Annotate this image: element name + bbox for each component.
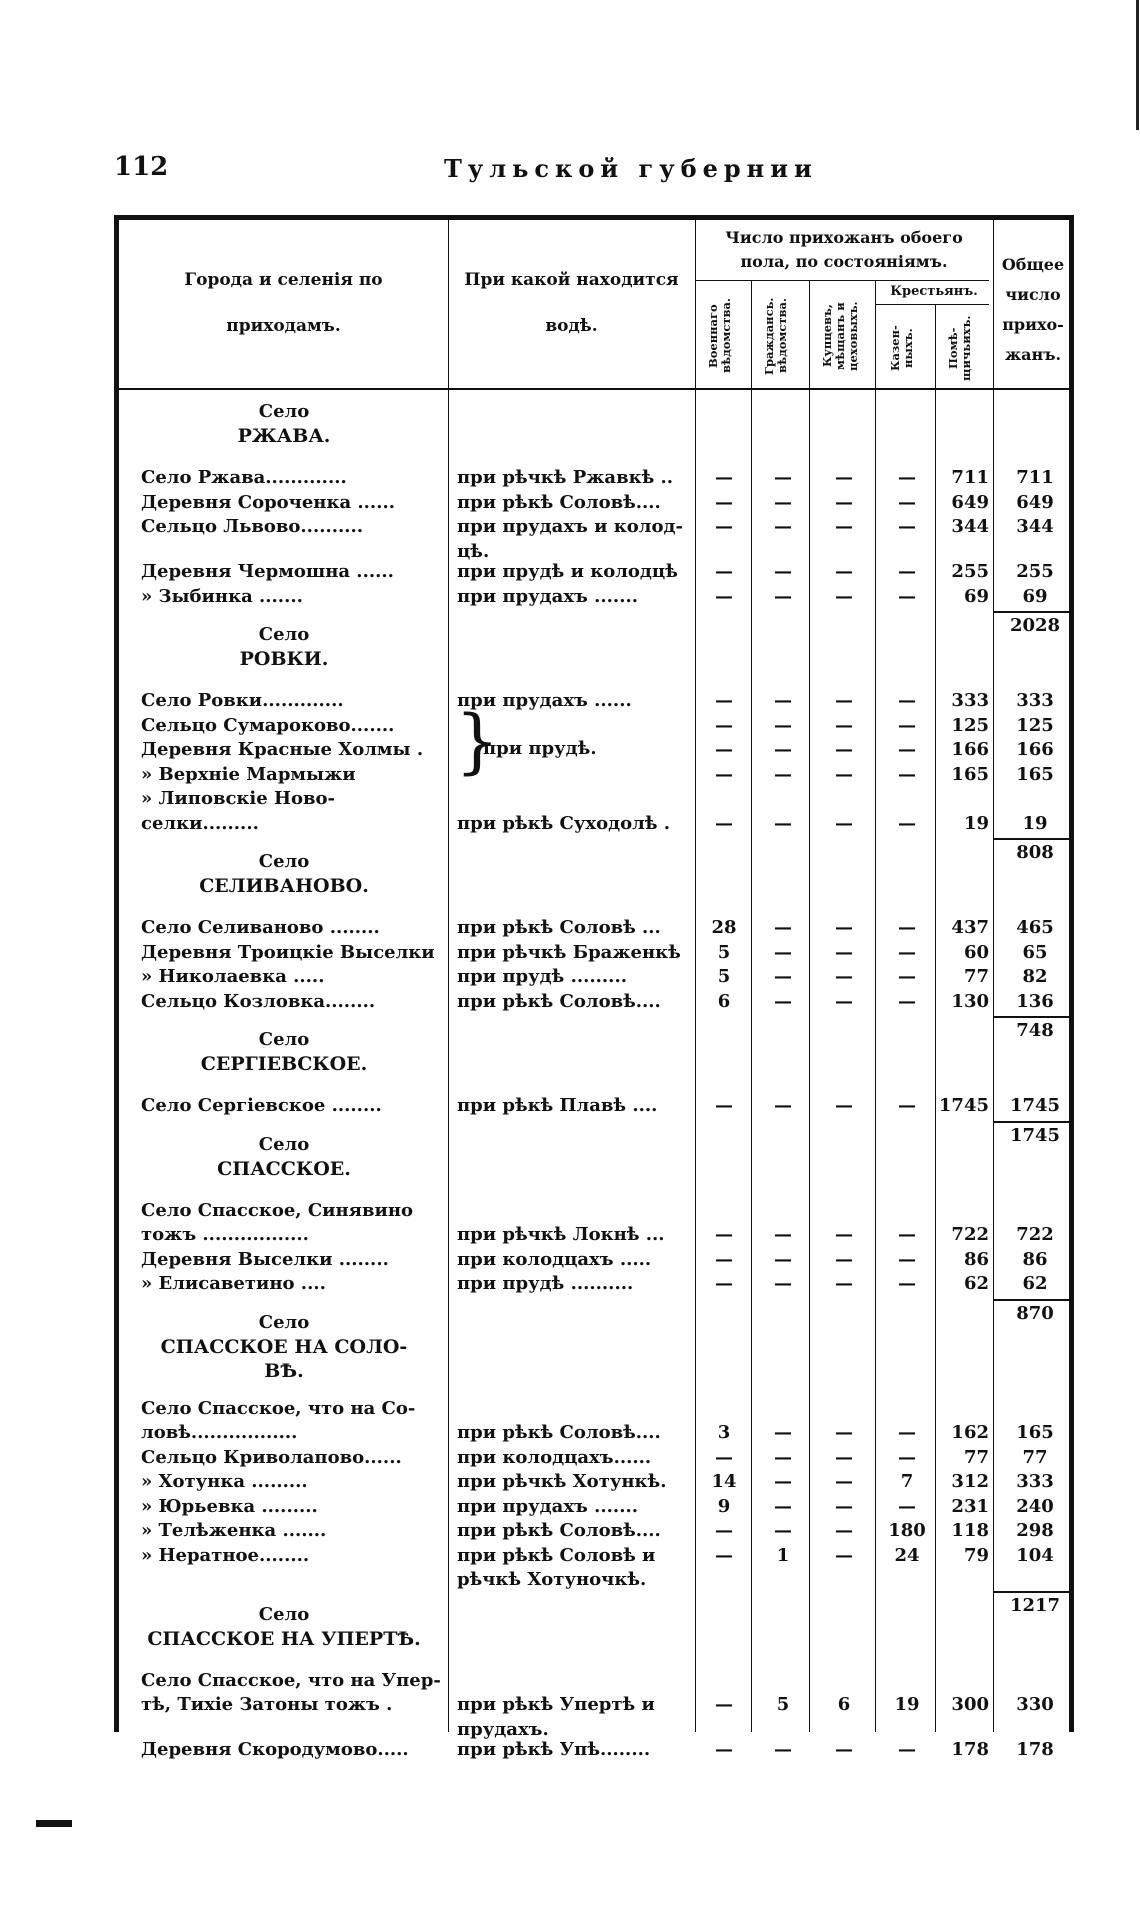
count-cell: 62 <box>1022 1273 1048 1294</box>
total-rule <box>993 1016 1073 1018</box>
count-cell: 255 <box>951 561 989 582</box>
table-row <box>119 1248 1079 1272</box>
count-cell: — <box>715 1224 733 1245</box>
place-name: Деревня Красные Холмы . <box>141 739 424 760</box>
table-row <box>119 515 1079 539</box>
water-source: при рѣкѣ Плавѣ .... <box>457 1095 658 1116</box>
water-source: при колодцахъ...... <box>457 1446 652 1468</box>
count-cell: — <box>774 1471 792 1492</box>
count-cell: — <box>898 812 916 834</box>
count-cell: 118 <box>951 1520 989 1541</box>
count-cell: 136 <box>1016 990 1054 1012</box>
place-name: Деревня Сороченка ...... <box>141 491 395 513</box>
count-cell: — <box>898 1422 916 1443</box>
water-source: при рѣкѣ Соловѣ ... <box>457 917 661 938</box>
count-cell: — <box>774 690 792 711</box>
count-cell: — <box>898 739 916 760</box>
count-cell: 437 <box>951 917 989 938</box>
count-cell: 130 <box>951 990 989 1012</box>
water-source: при рѣкѣ Соловѣ.... <box>457 990 661 1012</box>
count-cell: 344 <box>951 516 989 537</box>
count-cell: — <box>835 1422 853 1443</box>
header-crown: Казен- ныхъ. <box>888 325 915 371</box>
count-cell: 86 <box>1022 1248 1048 1270</box>
shared-water-source: при прудѣ. <box>483 738 597 759</box>
water-source: при прудахъ ....... <box>457 585 638 607</box>
count-cell: 166 <box>1016 739 1054 760</box>
count-cell: — <box>835 812 853 834</box>
count-cell: 255 <box>1016 561 1054 582</box>
count-cell: — <box>835 690 853 711</box>
count-cell: — <box>835 467 853 488</box>
count-cell: — <box>835 516 853 537</box>
table-row <box>119 1669 1079 1693</box>
count-cell: 62 <box>963 1273 989 1294</box>
count-cell: — <box>774 1224 792 1245</box>
place-name: Село Спасское, Синявино <box>141 1199 414 1221</box>
count-cell: 166 <box>951 739 989 760</box>
table-row <box>119 1495 1079 1519</box>
water-source: при рѣкѣ Соловѣ.... <box>457 491 661 513</box>
count-cell: — <box>898 516 916 537</box>
count-cell: — <box>774 1520 792 1541</box>
count-cell: — <box>715 561 733 582</box>
count-cell: — <box>835 1739 853 1760</box>
count-cell: 5 <box>717 966 731 987</box>
table-row <box>119 1738 1079 1762</box>
count-cell: 165 <box>951 763 989 785</box>
water-source: при прудѣ ......... <box>457 966 627 987</box>
count-cell: — <box>774 812 792 834</box>
table-row <box>119 689 1079 713</box>
count-cell: — <box>774 1739 792 1760</box>
count-cell: 6 <box>717 990 731 1012</box>
count-cell: — <box>835 941 853 963</box>
section-label: Село <box>258 1603 310 1625</box>
place-name: » Липовскіе Ново- <box>141 788 335 809</box>
count-cell: 649 <box>1016 491 1054 513</box>
place-name: Село Ржава............. <box>141 467 347 488</box>
count-cell: 333 <box>1016 690 1054 711</box>
count-cell: — <box>774 585 792 607</box>
water-source-cont: прудахъ. <box>457 1718 549 1740</box>
count-cell: 312 <box>951 1471 989 1492</box>
count-cell: 125 <box>1016 714 1054 736</box>
count-cell: 162 <box>951 1422 989 1443</box>
section-label: Село <box>258 851 310 872</box>
section-name: РЖАВА. <box>237 425 331 447</box>
section-heading <box>119 850 449 898</box>
count-cell: — <box>774 917 792 938</box>
section-name: СЕЛИВАНОВО. <box>199 875 369 897</box>
table-row <box>119 1446 1079 1470</box>
table-row <box>119 560 1079 584</box>
count-cell: — <box>898 690 916 711</box>
water-source: при рѣкѣ Соловѣ и <box>457 1544 656 1566</box>
table-row <box>119 585 1079 609</box>
count-cell: 1 <box>776 1544 790 1566</box>
place-name: Деревня Троицкіе Выселки <box>141 941 435 963</box>
place-name: Сельцо Козловка........ <box>141 990 376 1012</box>
count-cell: — <box>835 1544 853 1566</box>
table-row <box>119 1223 1079 1247</box>
count-cell: — <box>835 917 853 938</box>
count-cell: 711 <box>1016 467 1054 488</box>
brace-mark: } <box>455 699 500 782</box>
table-row <box>119 466 1079 490</box>
table-row <box>119 1397 1079 1421</box>
count-cell: 14 <box>711 1471 737 1492</box>
count-cell: — <box>715 516 733 537</box>
count-cell: 82 <box>1022 966 1048 987</box>
count-cell: — <box>774 1495 792 1517</box>
count-cell: — <box>835 1095 853 1116</box>
count-cell: — <box>774 1248 792 1270</box>
place-name: » Телѣженка ....... <box>141 1520 327 1541</box>
table-row-cont <box>119 1568 1079 1592</box>
count-cell: — <box>835 1273 853 1294</box>
page-edge-mark <box>1136 0 1139 130</box>
count-cell: — <box>774 966 792 987</box>
count-cell: 330 <box>1016 1694 1054 1715</box>
place-name: селки......... <box>141 812 259 834</box>
water-source: при рѣкѣ Соловѣ.... <box>457 1422 661 1443</box>
place-name: » Верхніе Мармыжи <box>141 763 356 785</box>
count-cell: — <box>835 491 853 513</box>
count-cell: — <box>774 516 792 537</box>
count-cell: 300 <box>951 1694 989 1715</box>
count-cell: 69 <box>1022 585 1048 607</box>
count-cell: — <box>774 1422 792 1443</box>
table-row <box>119 714 1079 738</box>
count-cell: — <box>774 1446 792 1468</box>
count-cell: — <box>898 491 916 513</box>
place-name: Деревня Скородумово..... <box>141 1739 409 1760</box>
section-label: Село <box>258 624 310 645</box>
section-total: 870 <box>1016 1302 1054 1324</box>
count-cell: 333 <box>951 690 989 711</box>
section-name: СПАССКОЕ. <box>217 1157 351 1180</box>
total-rule <box>993 1299 1073 1301</box>
water-source: при рѣчкѣ Хотункѣ. <box>457 1471 667 1492</box>
section-heading <box>119 1028 449 1076</box>
section-name: СЕРГІЕВСКОЕ. <box>200 1053 368 1075</box>
count-cell: 28 <box>711 917 737 938</box>
count-cell: — <box>835 561 853 582</box>
count-cell: — <box>898 1095 916 1116</box>
count-cell: 5 <box>717 941 731 963</box>
count-cell: — <box>835 739 853 760</box>
count-cell: — <box>715 1520 733 1541</box>
water-source: при прудахъ и колод- <box>457 516 683 537</box>
water-source: при рѣкѣ Упертѣ и <box>457 1694 655 1715</box>
water-source-cont: рѣчкѣ Хотуночкѣ. <box>457 1569 647 1590</box>
water-source: при прудахъ ....... <box>457 1495 638 1517</box>
count-cell: — <box>715 585 733 607</box>
water-source: при прудѣ и колодцѣ <box>457 561 678 582</box>
count-cell: — <box>715 467 733 488</box>
count-cell: 180 <box>888 1520 926 1541</box>
section-heading <box>119 1311 449 1383</box>
table-row <box>119 1519 1079 1543</box>
count-cell: — <box>898 1248 916 1270</box>
count-cell: — <box>774 714 792 736</box>
count-cell: — <box>835 1446 853 1468</box>
table-row <box>119 1693 1079 1717</box>
count-cell: 7 <box>900 1471 914 1492</box>
count-cell: 125 <box>951 714 989 736</box>
water-source: при рѣкѣ Суходолѣ . <box>457 812 671 834</box>
count-cell: 69 <box>963 585 989 607</box>
water-source: при прудѣ .......... <box>457 1273 634 1294</box>
count-cell: 104 <box>1016 1544 1054 1566</box>
count-cell: — <box>774 739 792 760</box>
place-name: Село Ровки............. <box>141 690 344 711</box>
count-cell: 711 <box>951 467 989 488</box>
count-cell: 178 <box>1016 1739 1054 1760</box>
count-cell: — <box>898 1739 916 1760</box>
count-cell: 1745 <box>1009 1095 1061 1116</box>
count-cell: 77 <box>963 1446 989 1468</box>
count-cell: — <box>715 1544 733 1566</box>
count-cell: — <box>898 585 916 607</box>
table-row <box>119 965 1079 989</box>
count-cell: — <box>715 1694 733 1715</box>
count-cell: — <box>898 561 916 582</box>
count-cell: — <box>715 1273 733 1294</box>
count-cell: — <box>898 966 916 987</box>
header-peasants: Крестьянъ. <box>890 284 978 299</box>
count-cell: — <box>715 739 733 760</box>
place-name: Деревня Выселки ........ <box>141 1248 389 1270</box>
place-name: тожъ ................. <box>141 1224 309 1245</box>
water-source: при рѣчкѣ Браженкѣ <box>457 941 681 963</box>
total-rule <box>993 611 1073 613</box>
table-row <box>119 763 1079 787</box>
count-cell: 19 <box>963 812 989 834</box>
count-cell: — <box>898 1495 916 1517</box>
count-cell: 165 <box>1016 1422 1054 1443</box>
table-row <box>119 1199 1079 1223</box>
section-total: 1745 <box>1009 1124 1061 1146</box>
count-cell: 722 <box>1016 1224 1054 1245</box>
water-source: при рѣчкѣ Локнѣ ... <box>457 1224 665 1245</box>
count-cell: 240 <box>1016 1495 1054 1517</box>
section-total: 748 <box>1016 1020 1054 1041</box>
water-source: при рѣкѣ Соловѣ.... <box>457 1520 661 1541</box>
section-label: Село <box>258 1133 310 1155</box>
count-cell: — <box>898 917 916 938</box>
count-cell: — <box>835 1520 853 1541</box>
count-cell: 19 <box>1022 812 1048 834</box>
count-cell: 79 <box>963 1544 989 1566</box>
count-cell: — <box>774 561 792 582</box>
count-cell: — <box>774 1095 792 1116</box>
count-cell: 649 <box>951 491 989 513</box>
section-label: Село <box>258 1029 310 1050</box>
count-cell: 298 <box>1016 1520 1054 1541</box>
count-cell: — <box>898 1273 916 1294</box>
count-cell: — <box>898 990 916 1012</box>
header-military: Военнаго вѣдомства. <box>706 298 733 374</box>
count-cell: — <box>898 763 916 785</box>
place-name: Село Селиваново ........ <box>141 917 380 938</box>
header-merchants: Купцевъ, мѣщанъ и цеховыхъ. <box>820 301 860 371</box>
count-cell: — <box>715 1248 733 1270</box>
running-head <box>114 152 1074 192</box>
count-cell: 178 <box>951 1739 989 1760</box>
section-heading <box>119 623 449 671</box>
group-rule <box>875 304 989 305</box>
water-source: при колодцахъ ..... <box>457 1248 652 1270</box>
place-name: ловѣ................. <box>141 1422 298 1443</box>
section-name: СПАССКОЕ НА УПЕРТѢ. <box>147 1627 421 1650</box>
header-water: При какой находится водѣ. <box>464 270 679 336</box>
table-row <box>119 990 1079 1014</box>
count-cell: — <box>898 1224 916 1245</box>
count-cell: 60 <box>963 941 989 963</box>
total-rule <box>993 1121 1073 1123</box>
count-cell: — <box>774 467 792 488</box>
count-cell: — <box>715 812 733 834</box>
count-cell: — <box>715 1446 733 1468</box>
place-name: Сельцо Криволапово...... <box>141 1446 402 1468</box>
count-cell: — <box>835 585 853 607</box>
section-name: РОВКИ. <box>239 648 329 670</box>
count-cell: — <box>774 941 792 963</box>
count-cell: — <box>835 714 853 736</box>
count-cell: 77 <box>1022 1446 1048 1468</box>
place-name: » Хотунка ......... <box>141 1471 308 1492</box>
table-row <box>119 812 1079 836</box>
table-row <box>119 738 1079 762</box>
count-cell: 165 <box>1016 763 1054 785</box>
count-cell: — <box>835 1224 853 1245</box>
count-cell: — <box>715 1095 733 1116</box>
count-cell: — <box>715 763 733 785</box>
count-cell: 333 <box>1016 1471 1054 1492</box>
header-place: Города и селенія по приходамъ. <box>184 270 383 336</box>
count-cell: 5 <box>776 1694 790 1715</box>
section-label: Село <box>258 401 310 422</box>
place-name: Деревня Чермошна ...... <box>141 561 394 582</box>
count-cell: 19 <box>894 1694 920 1715</box>
count-cell: — <box>715 491 733 513</box>
count-cell: — <box>835 990 853 1012</box>
place-name: » Юрьевка ......... <box>141 1495 318 1517</box>
water-source-cont: цѣ. <box>457 540 490 562</box>
table-row <box>119 916 1079 940</box>
section-heading <box>119 1603 449 1651</box>
place-name: Село Спасское, что на Со- <box>141 1397 416 1419</box>
page-number: 112 <box>114 152 169 182</box>
count-cell: 24 <box>894 1544 920 1566</box>
place-name: Сельцо Сумароково....... <box>141 714 395 736</box>
count-cell: 344 <box>1016 516 1054 537</box>
section-label: Село <box>258 1311 310 1333</box>
count-cell: — <box>835 966 853 987</box>
count-cell: — <box>898 467 916 488</box>
count-cell: — <box>835 1248 853 1270</box>
table-row <box>119 1544 1079 1568</box>
section-heading <box>119 1133 449 1181</box>
count-cell: 6 <box>837 1694 851 1715</box>
count-cell: — <box>774 1273 792 1294</box>
section-total: 808 <box>1016 842 1054 863</box>
header-civil: Граждансь. вѣдомства. <box>762 297 789 375</box>
section-name: СПАССКОЕ НА СОЛО- <box>160 1335 408 1358</box>
header-group: Число прихожанъ обоего пола, по состояніямъ. <box>725 228 963 271</box>
count-cell: — <box>715 690 733 711</box>
count-cell: 77 <box>963 966 989 987</box>
table-row <box>119 491 1079 515</box>
count-cell: — <box>835 1495 853 1517</box>
count-cell: — <box>774 990 792 1012</box>
count-cell: 86 <box>963 1248 989 1270</box>
count-cell: — <box>898 714 916 736</box>
count-cell: — <box>835 763 853 785</box>
header-landowner: Помѣ- щичьихъ. <box>946 315 973 381</box>
place-name: » Зыбинка ....... <box>141 585 303 607</box>
water-source: при рѣчкѣ Ржавкѣ .. <box>457 467 674 488</box>
water-source: при прудахъ ...... <box>457 690 632 711</box>
section-heading <box>119 400 449 448</box>
place-name: Сельцо Львово.......... <box>141 516 364 537</box>
running-title: Тульской губернии <box>444 154 818 183</box>
count-cell: 465 <box>1016 917 1054 938</box>
table-row <box>119 1470 1079 1494</box>
section-total: 1217 <box>1009 1594 1061 1616</box>
count-cell: — <box>835 1471 853 1492</box>
water-source: при рѣкѣ Упѣ........ <box>457 1739 651 1760</box>
count-cell: 65 <box>1022 941 1048 963</box>
total-rule <box>993 1591 1073 1593</box>
parish-table <box>114 215 1074 1760</box>
count-cell: 722 <box>951 1224 989 1245</box>
section-total: 2028 <box>1009 615 1061 636</box>
place-name: Село Сергіевское ........ <box>141 1095 382 1116</box>
place-name: » Нератное........ <box>141 1544 310 1566</box>
count-cell: — <box>898 1446 916 1468</box>
margin-mark <box>36 1820 72 1827</box>
section-name-cont: ВѢ. <box>264 1359 304 1382</box>
place-name: Село Спасское, что на Упер- <box>141 1669 441 1691</box>
table-row <box>119 787 1079 811</box>
count-cell: — <box>898 941 916 963</box>
table-row <box>119 1272 1079 1296</box>
place-name: » Елисаветино .... <box>141 1273 326 1294</box>
count-cell: — <box>774 763 792 785</box>
count-cell: 9 <box>717 1495 731 1517</box>
table-row <box>119 941 1079 965</box>
place-name: » Николаевка ..... <box>141 966 325 987</box>
count-cell: 231 <box>951 1495 989 1517</box>
count-cell: — <box>715 1739 733 1760</box>
place-name: тѣ, Тихіе Затоны тожъ . <box>141 1694 393 1715</box>
count-cell: 3 <box>717 1422 731 1443</box>
table-row <box>119 1421 1079 1445</box>
count-cell: — <box>715 714 733 736</box>
count-cell: 1745 <box>938 1095 989 1116</box>
total-rule <box>993 838 1073 840</box>
count-cell: — <box>774 491 792 513</box>
header-rule <box>119 388 1069 390</box>
header-total: Общее число прихо- жанъ. <box>1001 255 1065 364</box>
table-row <box>119 1094 1079 1118</box>
